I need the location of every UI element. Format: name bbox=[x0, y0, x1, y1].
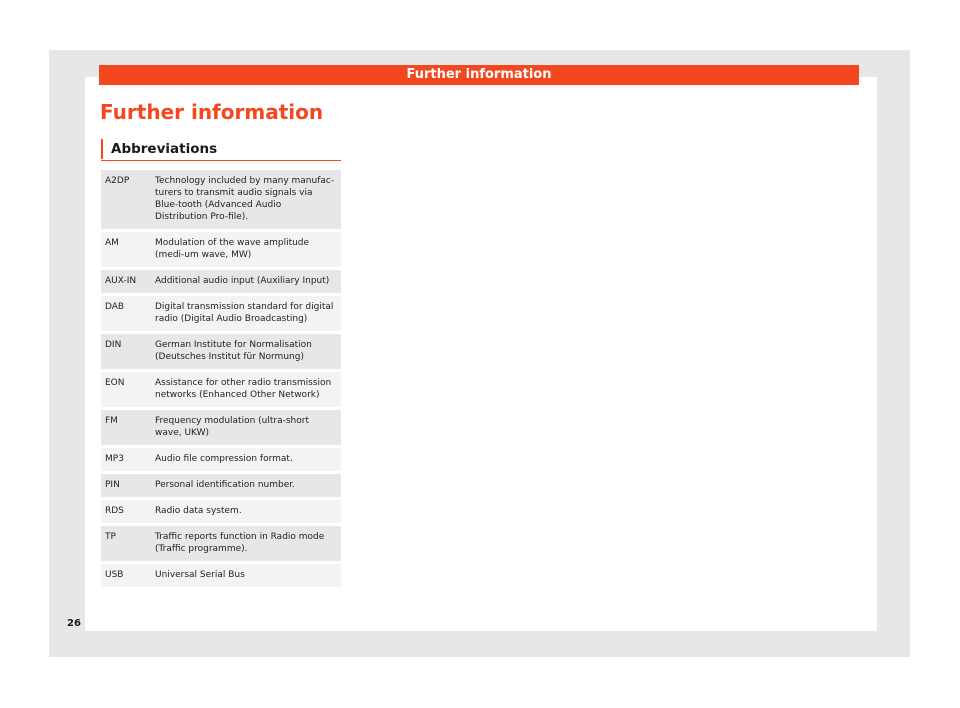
table-row bbox=[101, 474, 341, 500]
page-number: 26 bbox=[67, 618, 81, 629]
abbreviation-description: Technology included by many manufac-turers to transmit audio signals via Blue-tooth (Advanced Audio Distribution Pro-file). bbox=[151, 170, 341, 232]
table-row bbox=[101, 410, 341, 448]
abbreviation-code: RDS bbox=[101, 500, 151, 526]
table-row bbox=[101, 170, 341, 232]
section-divider bbox=[101, 160, 341, 161]
abbreviation-code: AM bbox=[101, 232, 151, 270]
abbreviation-description: Universal Serial Bus bbox=[151, 564, 341, 590]
abbreviation-code: PIN bbox=[101, 474, 151, 500]
section-title: Abbreviations bbox=[101, 139, 217, 159]
abbreviation-code: DIN bbox=[101, 334, 151, 372]
table-row bbox=[101, 448, 341, 474]
table-row bbox=[101, 564, 341, 590]
abbreviation-code: USB bbox=[101, 564, 151, 590]
abbreviation-code: DAB bbox=[101, 296, 151, 334]
table-row bbox=[101, 296, 341, 334]
abbreviation-code: A2DP bbox=[101, 170, 151, 232]
abbreviation-description: Modulation of the wave amplitude (medi-um wave, MW) bbox=[151, 232, 341, 270]
abbreviation-description: Radio data system. bbox=[151, 500, 341, 526]
table-row bbox=[101, 334, 341, 372]
abbreviation-description: German Institute for Normalisation (Deutsches Institut für Normung) bbox=[151, 334, 341, 372]
abbreviation-description: Audio file compression format. bbox=[151, 448, 341, 474]
abbreviation-code: FM bbox=[101, 410, 151, 448]
table-row bbox=[101, 526, 341, 564]
abbreviation-code: TP bbox=[101, 526, 151, 564]
abbreviation-code: EON bbox=[101, 372, 151, 410]
header-bar: Further information bbox=[99, 65, 859, 85]
abbreviation-description: Personal identification number. bbox=[151, 474, 341, 500]
table-row bbox=[101, 372, 341, 410]
abbreviation-code: AUX-IN bbox=[101, 270, 151, 296]
abbreviation-description: Additional audio input (Auxiliary Input) bbox=[151, 270, 341, 296]
page-title: Further information bbox=[100, 100, 324, 124]
table-row bbox=[101, 232, 341, 270]
abbreviation-description: Traffic reports function in Radio mode (Traffic programme). bbox=[151, 526, 341, 564]
abbreviation-description: Assistance for other radio transmission networks (Enhanced Other Network) bbox=[151, 372, 341, 410]
table-row bbox=[101, 500, 341, 526]
table-row bbox=[101, 270, 341, 296]
abbreviation-description: Frequency modulation (ultra-short wave, UKW) bbox=[151, 410, 341, 448]
abbreviations-table bbox=[101, 170, 341, 590]
abbreviation-code: MP3 bbox=[101, 448, 151, 474]
abbreviation-description: Digital transmission standard for digital radio (Digital Audio Broadcasting) bbox=[151, 296, 341, 334]
